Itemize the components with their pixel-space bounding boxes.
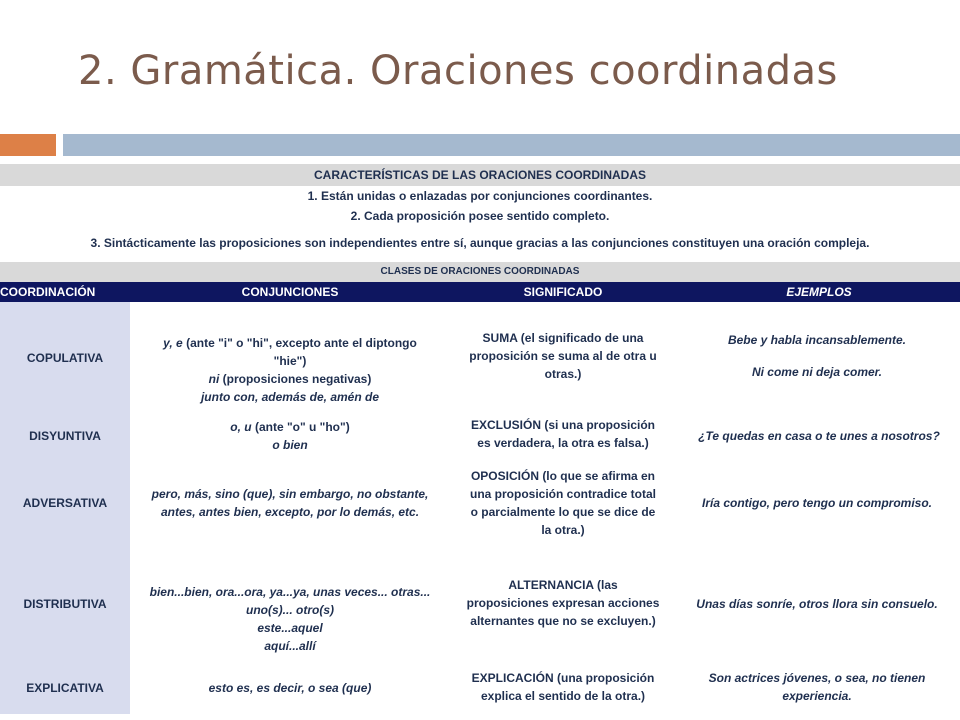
conj-term: y, e bbox=[163, 336, 183, 350]
classes-subheading: CLASES DE ORACIONES COORDINADAS bbox=[0, 262, 960, 282]
column-header-conjunciones: CONJUNCIONES bbox=[241, 285, 339, 299]
example-line: experiencia. bbox=[782, 689, 852, 703]
conj-line: junto con, además de, amén de bbox=[200, 390, 380, 404]
meaning-line: ALTERNANCIA (las bbox=[508, 578, 618, 592]
meaning-line: EXCLUSIÓN (si una proposición bbox=[470, 418, 655, 432]
row-type-disyuntiva: DISYUNTIVA bbox=[29, 429, 101, 443]
meaning-line: la otra.) bbox=[541, 523, 585, 537]
row-conj-adversativa bbox=[132, 485, 448, 521]
row-meaning-disyuntiva bbox=[448, 416, 678, 452]
conj-line: pero, más, sino (que), sin embargo, no obstante, bbox=[151, 487, 429, 501]
meaning-line: alternantes que no se excluyen.) bbox=[470, 614, 656, 628]
example-line: Son actrices jóvenes, o sea, no tienen bbox=[708, 671, 926, 685]
example-line: Iría contigo, pero tengo un compromiso. bbox=[701, 496, 932, 510]
conj-line: o bien bbox=[272, 438, 308, 452]
row-type-distributiva: DISTRIBUTIVA bbox=[23, 597, 107, 611]
row-examples-copulativa bbox=[678, 331, 956, 381]
row-examples-disyuntiva bbox=[678, 427, 960, 445]
column-header-ejemplos: EJEMPLOS bbox=[786, 285, 852, 299]
accent-bar-orange bbox=[0, 134, 56, 156]
meaning-line: proposición se suma al de otra u bbox=[469, 349, 657, 363]
conj-term: o, u bbox=[230, 420, 252, 434]
row-type-adversativa: ADVERSATIVA bbox=[22, 496, 108, 510]
characteristics-heading: CARACTERÍSTICAS DE LAS ORACIONES COORDINADAS bbox=[0, 164, 960, 186]
conj-term: ni bbox=[208, 372, 220, 386]
meaning-line: SUMA (el significado de una bbox=[482, 331, 644, 345]
row-meaning-adversativa bbox=[448, 467, 678, 539]
meaning-line: o parcialmente lo que se dice de bbox=[470, 505, 656, 519]
row-examples-explicativa bbox=[678, 669, 956, 705]
meaning-line: una proposición contradice total bbox=[469, 487, 657, 501]
conj-line: esto es, es decir, o sea (que) bbox=[208, 681, 372, 695]
conj-line: antes, antes bien, excepto, por lo demás, etc. bbox=[160, 505, 420, 519]
meaning-line: es verdadera, la otra es falsa.) bbox=[477, 436, 649, 450]
characteristic-3: 3. Sintácticamente las proposiciones son independientes entre sí, aunque gracias a las conjunciones constituyen una oración compleja. bbox=[90, 236, 870, 250]
characteristic-2: 2. Cada proposición posee sentido completo. bbox=[350, 209, 610, 223]
row-conj-disyuntiva bbox=[132, 418, 448, 454]
row-examples-distributiva bbox=[678, 595, 956, 613]
row-conj-explicativa bbox=[132, 679, 448, 697]
row-conj-distributiva bbox=[132, 583, 448, 655]
column-header-significado: SIGNIFICADO bbox=[523, 285, 603, 299]
slide-title: 2. Gramática. Oraciones coordinadas bbox=[78, 48, 838, 94]
characteristic-1: 1. Están unidas o enlazadas por conjunciones coordinantes. bbox=[307, 189, 653, 203]
conj-line: este...aquel bbox=[257, 621, 323, 635]
conj-line: "hie") bbox=[273, 354, 307, 368]
row-meaning-explicativa bbox=[448, 669, 678, 705]
column-header-coordinacion: COORDINACIÓN bbox=[0, 285, 96, 299]
example-line: ¿Te quedas en casa o te unes a nosotros? bbox=[698, 429, 940, 443]
conj-line: bien...bien, ora...ora, ya...ya, unas veces... otras... bbox=[149, 585, 431, 599]
conj-line bbox=[132, 334, 448, 352]
conj-line: uno(s)... otro(s) bbox=[246, 603, 334, 617]
conj-note: (ante "o" u "ho") bbox=[251, 420, 350, 434]
example-line: Ni come ni deja comer. bbox=[751, 365, 883, 379]
conj-note: (ante "i" o "hi", excepto ante el diptongo bbox=[182, 336, 417, 350]
conj-note: (proposiciones negativas) bbox=[219, 372, 372, 386]
example-line: Bebe y habla incansablemente. bbox=[727, 333, 907, 347]
row-type-explicativa: EXPLICATIVA bbox=[26, 681, 104, 695]
meaning-line: otras.) bbox=[544, 367, 582, 381]
conj-line bbox=[132, 370, 448, 388]
row-meaning-copulativa bbox=[448, 329, 678, 383]
row-type-copulativa: COPULATIVA bbox=[26, 351, 104, 365]
meaning-line: EXPLICACIÓN (una proposición bbox=[471, 671, 655, 685]
conj-line bbox=[132, 418, 448, 436]
row-meaning-distributiva bbox=[448, 576, 678, 630]
conj-line: aquí...allí bbox=[264, 639, 316, 653]
meaning-line: explica el sentido de la otra.) bbox=[480, 689, 646, 703]
meaning-line: OPOSICIÓN (lo que se afirma en bbox=[470, 469, 656, 483]
row-conj-copulativa bbox=[132, 334, 448, 406]
column-header-row bbox=[0, 282, 960, 302]
meaning-line: proposiciones expresan acciones bbox=[466, 596, 660, 610]
accent-bar-blue bbox=[63, 134, 960, 156]
row-examples-adversativa bbox=[678, 494, 956, 512]
example-line: Unas días sonríe, otros llora sin consuelo. bbox=[696, 597, 938, 611]
